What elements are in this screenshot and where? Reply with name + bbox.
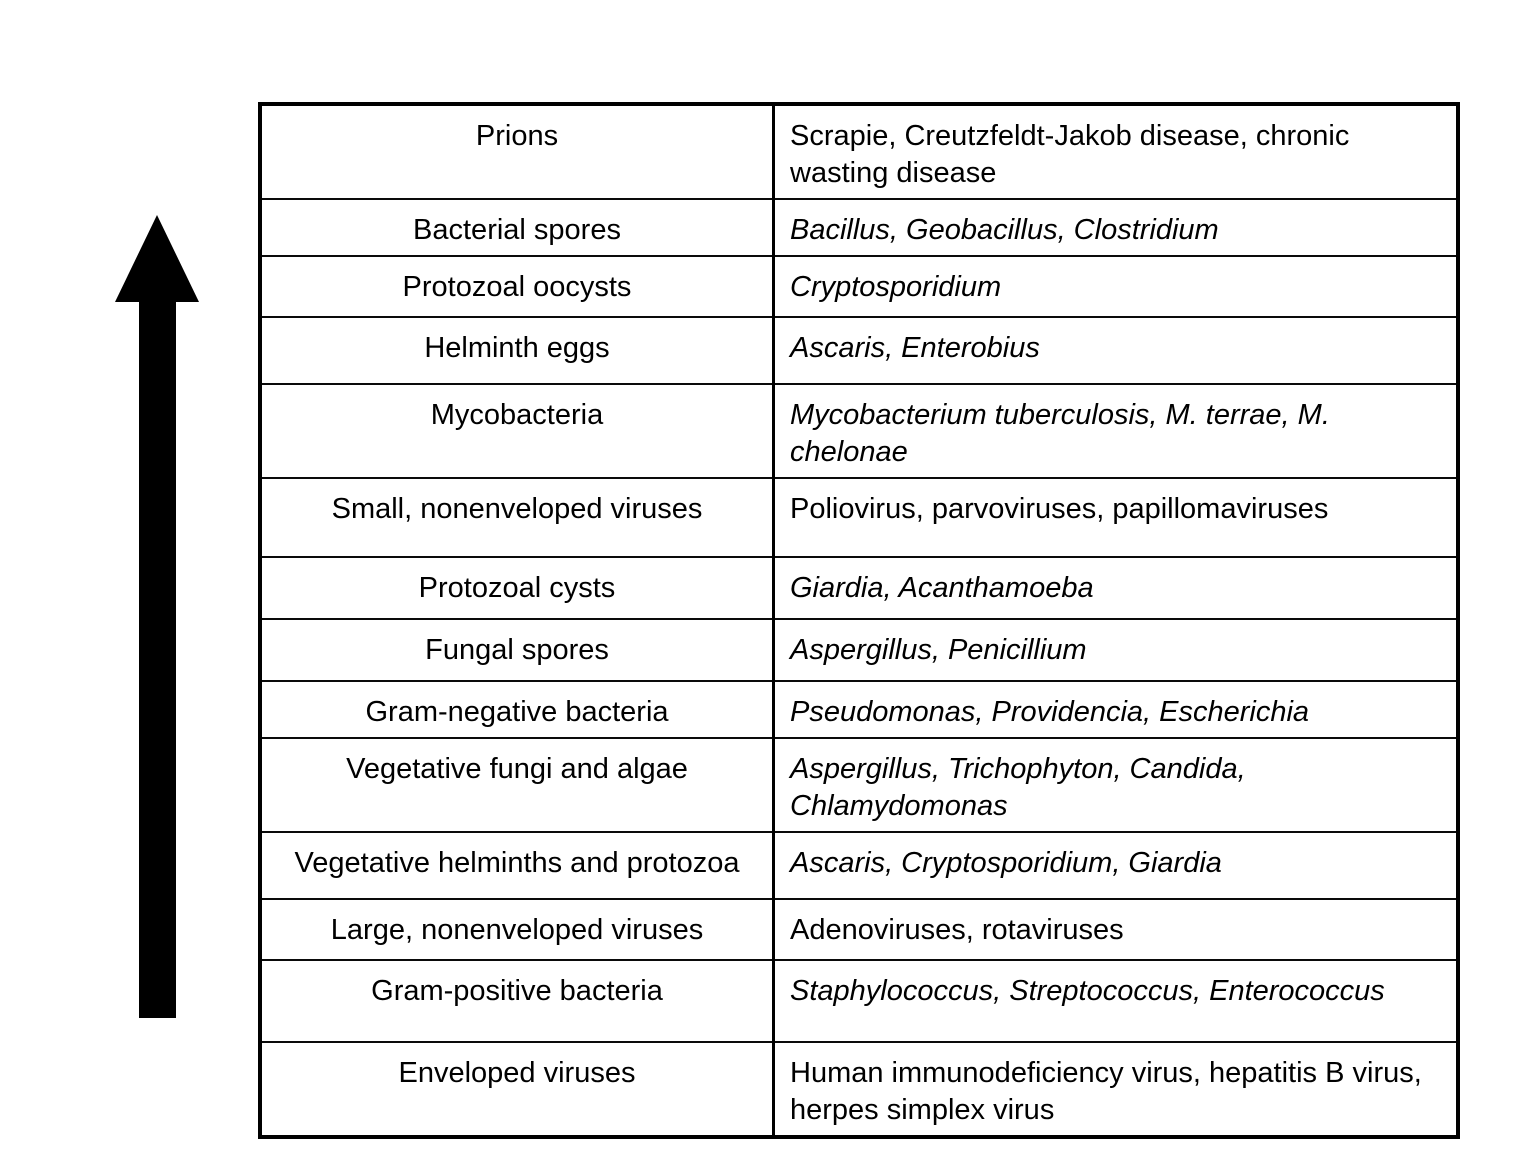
table-row	[260, 199, 1458, 256]
resistance-table	[258, 102, 1460, 1139]
category-cell: Enveloped viruses	[260, 1042, 774, 1137]
examples-cell: Bacillus, Geobacillus, Clostridium	[774, 199, 1459, 256]
examples-cell: Ascaris, Enterobius	[774, 317, 1459, 384]
category-cell: Protozoal oocysts	[260, 256, 774, 317]
examples-cell: Scrapie, Creutzfeldt-Jakob disease, chronic wasting disease	[774, 104, 1459, 199]
category-cell: Prions	[260, 104, 774, 199]
table-row	[260, 256, 1458, 317]
examples-cell: Ascaris, Cryptosporidium, Giardia	[774, 832, 1459, 899]
table-row	[260, 681, 1458, 738]
category-cell: Helminth eggs	[260, 317, 774, 384]
table-row	[260, 317, 1458, 384]
table-row	[260, 478, 1458, 557]
table-row	[260, 738, 1458, 832]
category-cell: Protozoal cysts	[260, 557, 774, 619]
category-cell: Small, nonenveloped viruses	[260, 478, 774, 557]
examples-cell: Staphylococcus, Streptococcus, Enterococcus	[774, 960, 1459, 1042]
examples-cell: Mycobacterium tuberculosis, M. terrae, M. chelonae	[774, 384, 1459, 478]
table-row	[260, 104, 1458, 199]
table-row	[260, 899, 1458, 960]
category-cell: Vegetative helminths and protozoa	[260, 832, 774, 899]
table-row	[260, 384, 1458, 478]
category-cell: Large, nonenveloped viruses	[260, 899, 774, 960]
examples-cell: Human immunodeficiency virus, hepatitis B virus, herpes simplex virus	[774, 1042, 1459, 1137]
category-cell: Fungal spores	[260, 619, 774, 681]
table-row	[260, 832, 1458, 899]
examples-cell: Poliovirus, parvoviruses, papillomaviruses	[774, 478, 1459, 557]
table-row	[260, 557, 1458, 619]
up-arrow-icon	[110, 210, 205, 1022]
table-row	[260, 960, 1458, 1042]
table-row	[260, 619, 1458, 681]
category-cell: Mycobacteria	[260, 384, 774, 478]
category-cell: Gram-negative bacteria	[260, 681, 774, 738]
examples-cell: Pseudomonas, Providencia, Escherichia	[774, 681, 1459, 738]
examples-cell: Giardia, Acanthamoeba	[774, 557, 1459, 619]
examples-cell: Adenoviruses, rotaviruses	[774, 899, 1459, 960]
table-row	[260, 1042, 1458, 1137]
examples-cell: Aspergillus, Penicillium	[774, 619, 1459, 681]
examples-cell: Aspergillus, Trichophyton, Candida, Chlamydomonas	[774, 738, 1459, 832]
examples-cell: Cryptosporidium	[774, 256, 1459, 317]
category-cell: Bacterial spores	[260, 199, 774, 256]
category-cell: Vegetative fungi and algae	[260, 738, 774, 832]
category-cell: Gram-positive bacteria	[260, 960, 774, 1042]
